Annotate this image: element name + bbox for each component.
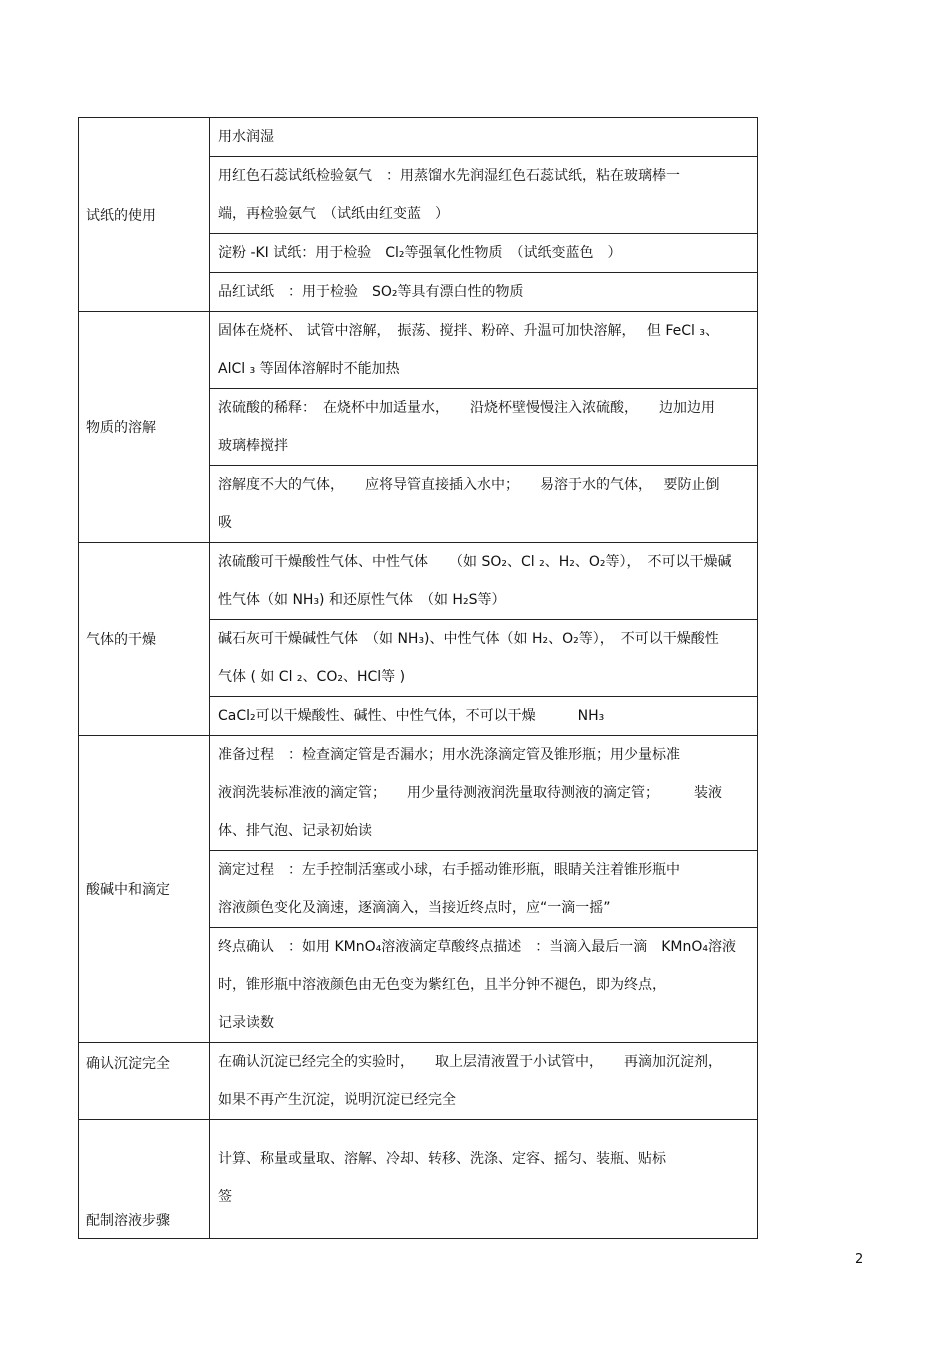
text-line: CaCl₂可以干燥酸性、碱性、中性气体，不可以干燥 NH₃ xyxy=(218,708,605,724)
text-line: 浓硫酸的稀释： 在烧杯中加适量水， 沿烧杯壁慢慢注入浓硫酸， 边加边用 xyxy=(218,400,715,416)
text-line: 用水润湿 xyxy=(218,129,274,145)
table-row xyxy=(79,736,758,851)
category-cell: 物质的溶解 xyxy=(79,312,210,543)
text-line: 溶解度不大的气体， 应将导管直接插入水中； 易溶于水的气体， 要防止倒 xyxy=(218,477,720,493)
category-cell: 确认沉淀完全 xyxy=(79,1043,210,1120)
text-line: 气体 ( 如 Cl ₂、CO₂、HCl等 ) xyxy=(218,669,406,685)
content-cell xyxy=(210,697,758,736)
category-cell: 试纸的使用 xyxy=(79,118,210,312)
page-number: 2 xyxy=(855,1252,864,1267)
text-line: 端，再检验氨气 （试纸由红变蓝 ） xyxy=(218,206,449,222)
content-cell xyxy=(210,1120,758,1239)
text-line: 品红试纸 ：用于检验 SO₂等具有漂白性的物质 xyxy=(218,284,524,300)
content-cell xyxy=(210,466,758,543)
text-line: 固体在烧杯、 试管中溶解， 振荡、搅拌、粉碎、升温可加快溶解， 但 FeCl ₃、 xyxy=(218,323,719,339)
content-cell xyxy=(210,928,758,1043)
table-row xyxy=(79,1120,758,1239)
text-line: 时，锥形瓶中溶液颜色由无色变为紫红色，且半分钟不褪色，即为终点， xyxy=(218,977,666,993)
content-cell xyxy=(210,389,758,466)
content-cell xyxy=(210,620,758,697)
text-line: 签 xyxy=(218,1189,232,1205)
content-cell xyxy=(210,312,758,389)
content-cell xyxy=(210,543,758,620)
content-cell xyxy=(210,118,758,157)
text-line: 性气体（如 NH₃) 和还原性气体 （如 H₂S等） xyxy=(218,592,506,608)
category-cell: 气体的干燥 xyxy=(79,543,210,736)
experiment-operations-table xyxy=(78,117,758,1239)
content-cell xyxy=(210,736,758,851)
table-row xyxy=(79,118,758,157)
text-line: 玻璃棒搅拌 xyxy=(218,438,288,454)
text-line: 液润洗装标准液的滴定管； 用少量待测液润洗量取待测液的滴定管； 装液 xyxy=(218,785,722,801)
text-line: 用红色石蕊试纸检验氨气 ：用蒸馏水先润湿红色石蕊试纸，粘在玻璃棒一 xyxy=(218,168,680,184)
category-cell: 酸碱中和滴定 xyxy=(79,736,210,1043)
category-cell: 配制溶液步骤 xyxy=(79,1120,210,1239)
text-line: 计算、称量或量取、溶解、冷却、转移、洗涤、定容、摇匀、装瓶、贴标 xyxy=(218,1151,666,1167)
content-cell xyxy=(210,157,758,234)
table-row xyxy=(79,1043,758,1120)
text-line: 浓硫酸可干燥酸性气体、中性气体 （如 SO₂、Cl ₂、H₂、O₂等）， 不可以干燥碱 xyxy=(218,554,732,570)
content-cell xyxy=(210,1043,758,1120)
content-cell xyxy=(210,851,758,928)
text-line: AlCl ₃ 等固体溶解时不能加热 xyxy=(218,361,400,377)
text-line: 体、排气泡、记录初始读 xyxy=(218,823,372,839)
text-line: 吸 xyxy=(218,515,232,531)
text-line: 碱石灰可干燥碱性气体 （如 NH₃)、中性气体（如 H₂、O₂等）， 不可以干燥酸性 xyxy=(218,631,719,647)
text-line: 在确认沉淀已经完全的实验时， 取上层清液置于小试管中， 再滴加沉淀剂， xyxy=(218,1054,722,1070)
text-line: 溶液颜色变化及滴速，逐滴滴入，当接近终点时，应“一滴一摇” xyxy=(218,900,611,916)
table-row xyxy=(79,543,758,620)
table-row xyxy=(79,312,758,389)
text-line: 准备过程 ：检查滴定管是否漏水；用水洗涤滴定管及锥形瓶；用少量标准 xyxy=(218,747,680,763)
text-line: 淀粉 -KI 试纸：用于检验 Cl₂等强氧化性物质 （试纸变蓝色 ） xyxy=(218,245,622,261)
text-line: 终点确认 ：如用 KMnO₄溶液滴定草酸终点描述 ：当滴入最后一滴 KMnO₄溶液 xyxy=(218,939,736,955)
text-line: 滴定过程 ：左手控制活塞或小球，右手摇动锥形瓶，眼睛关注着锥形瓶中 xyxy=(218,862,680,878)
text-line: 记录读数 xyxy=(218,1015,274,1031)
text-line: 如果不再产生沉淀，说明沉淀已经完全 xyxy=(218,1092,456,1108)
content-cell xyxy=(210,273,758,312)
content-cell xyxy=(210,234,758,273)
